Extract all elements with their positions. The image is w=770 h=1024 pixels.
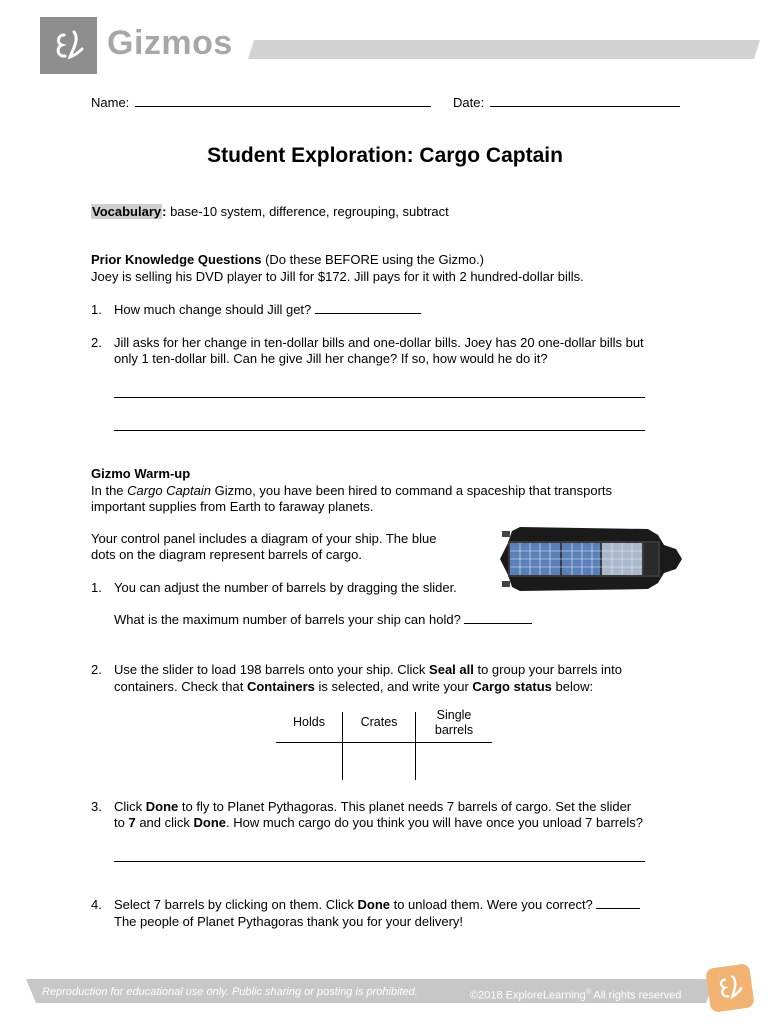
question-number: 1. bbox=[91, 580, 102, 595]
prior-q2-line1: Jill asks for her change in ten-dollar bills and one-dollar bills. Joey has 20 one-dollar bills but bbox=[114, 335, 644, 350]
el-logo-icon bbox=[50, 29, 88, 63]
page-title: Student Exploration: Cargo Captain bbox=[207, 144, 563, 167]
table-header-single: Single bbox=[436, 708, 472, 722]
table-divider bbox=[415, 712, 416, 780]
question-number: 4. bbox=[91, 897, 102, 912]
vocabulary-label: Vocabulary bbox=[92, 204, 162, 219]
answer-line[interactable] bbox=[114, 861, 645, 862]
warmup-q3-line1: Click Done to fly to Planet Pythagoras. This planet needs 7 barrels of cargo. Set the slider bbox=[114, 799, 632, 814]
table-divider bbox=[342, 712, 343, 780]
answer-blank[interactable] bbox=[464, 611, 532, 624]
prior-q1: How much change should Jill get? bbox=[114, 301, 421, 318]
warmup-p2-line2: dots on the diagram represent barrels of cargo. bbox=[91, 547, 362, 562]
warmup-q4-line1: Select 7 barrels by clicking on them. Click Done to unload them. Were you correct? bbox=[114, 896, 640, 913]
answer-line[interactable] bbox=[114, 397, 645, 398]
question-number: 1. bbox=[91, 302, 102, 317]
question-number: 2. bbox=[91, 335, 102, 350]
el-logo-icon bbox=[714, 972, 746, 1004]
warmup-q4-line2: The people of Planet Pythagoras thank you for your delivery! bbox=[114, 914, 464, 929]
warmup-q1: You can adjust the number of barrels by dragging the slider. bbox=[114, 580, 457, 595]
date-label: Date: bbox=[453, 95, 485, 110]
table-header-crates: Crates bbox=[360, 715, 398, 729]
warmup-p1-line1: In the Cargo Captain Gizmo, you have been hired to command a spaceship that transports bbox=[91, 483, 613, 498]
table-header-barrels: barrels bbox=[434, 723, 474, 737]
single-barrels-answer-cell[interactable] bbox=[417, 744, 491, 778]
warmup-p2-line1: Your control panel includes a diagram of your ship. The blue bbox=[91, 531, 437, 546]
question-number: 3. bbox=[91, 799, 102, 814]
prior-q2-line2: only 1 ten-dollar bill. Can he give Jill her change? If so, how would he do it? bbox=[114, 351, 548, 366]
date-field[interactable] bbox=[490, 106, 680, 107]
holds-answer-cell[interactable] bbox=[276, 744, 341, 778]
warmup-q2-line1: Use the slider to load 198 barrels onto your ship. Click Seal all to group your barrels into bbox=[114, 662, 622, 677]
question-number: 2. bbox=[91, 662, 102, 677]
answer-line[interactable] bbox=[114, 430, 645, 431]
warmup-heading: Gizmo Warm-up bbox=[91, 466, 191, 481]
crates-answer-cell[interactable] bbox=[344, 744, 414, 778]
explorelearning-logo bbox=[40, 17, 97, 74]
explorelearning-footer-logo bbox=[705, 963, 755, 1013]
vocabulary-text: base-10 system, difference, regrouping, subtract bbox=[166, 204, 449, 219]
warmup-q1-sub: What is the maximum number of barrels your ship can hold? bbox=[114, 611, 532, 628]
prior-intro: Joey is selling his DVD player to Jill for $172. Jill pays for it with 2 hundred-dollar bills. bbox=[91, 269, 584, 284]
table-header-holds: Holds bbox=[293, 715, 325, 729]
name-label: Name: bbox=[91, 95, 130, 110]
warmup-q2-line2: containers. Check that Containers is selected, and write your Cargo status below: bbox=[114, 679, 594, 694]
warmup-q3-line2: to 7 and click Done. How much cargo do you think you will have once you unload 7 barrels? bbox=[114, 815, 643, 830]
gizmos-brand: Gizmos bbox=[107, 24, 233, 62]
cargo-status-table bbox=[276, 704, 492, 780]
answer-blank[interactable] bbox=[596, 896, 640, 909]
table-divider bbox=[276, 742, 492, 743]
answer-blank[interactable] bbox=[315, 301, 421, 314]
footer-disclaimer: Reproduction for educational use only. Public sharing or posting is prohibited. bbox=[42, 986, 418, 998]
name-field[interactable] bbox=[135, 106, 431, 107]
vocabulary: Vocabulary: base-10 system, difference, regrouping, subtract bbox=[92, 204, 449, 219]
header-bar bbox=[248, 40, 760, 59]
footer-copyright: ©2018 ExploreLearning® All rights reserved bbox=[470, 989, 682, 1002]
prior-knowledge-heading: Prior Knowledge Questions (Do these BEFORE using the Gizmo.) bbox=[91, 252, 484, 267]
spaceship-diagram bbox=[498, 521, 684, 597]
warmup-p1-line2: important supplies from Earth to faraway planets. bbox=[91, 499, 374, 514]
